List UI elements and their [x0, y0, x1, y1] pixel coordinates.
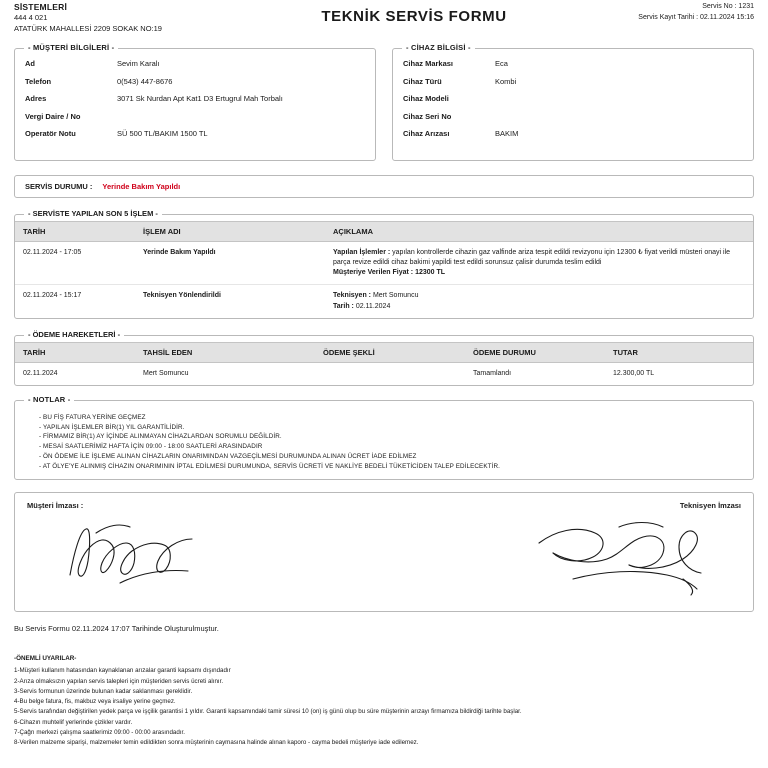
col-header-collector: TAHSİL EDEN	[135, 342, 315, 362]
cell-date: 02.11.2024 - 15:17	[23, 292, 82, 300]
table-row	[15, 285, 753, 318]
list-item: Bu belge fatura, fis, makbuz veya irsaliye yerine geçmez.	[19, 698, 176, 706]
page-title: TEKNİK SERVİS FORMU	[321, 8, 507, 25]
operations-section	[14, 209, 754, 319]
device-field-brand	[403, 59, 743, 68]
warnings-list	[14, 666, 754, 748]
cell-amount: 12.300,00 TL	[613, 369, 655, 377]
notes-box	[14, 394, 754, 481]
field-value: 0(543) 447-8676	[117, 76, 173, 86]
customer-info-box	[14, 43, 376, 161]
device-field-model	[403, 94, 743, 103]
cell-operation: Yerinde Bakım Yapıldı	[135, 242, 325, 285]
device-column	[392, 43, 754, 161]
field-value	[117, 112, 365, 121]
description-extra	[333, 302, 745, 312]
operations-header-row	[15, 222, 753, 242]
field-value	[495, 94, 743, 103]
description-paragraph	[333, 248, 745, 268]
customer-info-legend: - MÜŞTERİ BİLGİLERİ -	[24, 43, 118, 52]
service-no: Servis No : 1231	[702, 3, 754, 10]
description-title: Teknisyen :	[333, 292, 371, 300]
field-value: Kombi	[495, 76, 517, 86]
extra-label: Müşteriye Verilen Fiyat :	[333, 269, 414, 277]
company-address: ATATÜRK MAHALLESİ 2209 SOKAK NO:19	[14, 23, 162, 33]
cell-date: 02.11.2024	[23, 369, 58, 377]
description-text: yapılan kontrollerde cihazin gaz valfinde ariza tespit edildi revizyonu için 12300 ₺ fiyat verildi müsteri onayi ile parça revize edildi cihaz bakimi yapildi test edildi sorunsuz çalisir durumda teslim edildi	[333, 249, 731, 267]
customer-signature	[60, 513, 230, 598]
col-header-amount: TUTAR	[605, 342, 753, 362]
table-row	[15, 362, 753, 385]
description-paragraph	[333, 291, 745, 301]
list-item: Servis tarafından değiştirilen yedek parça ve işçilik garantisi 1 yıldır. Garanti kapsamındaki tamir süresi 10 (on) iş günü olup bu süre müşterinin arızayı firmamıza bildirdiği tarihte başlar.	[19, 708, 522, 716]
list-item: - FİRMAMIZ BİR(1) AY İÇİNDE ALINMAYAN CİHAZLARDAN SORUMLU DEĞİLDİR.	[39, 432, 743, 442]
cell-description	[325, 242, 753, 285]
field-value: Sevim Karalı	[117, 59, 160, 68]
warnings-title: -ÖNEMLİ UYARILAR-	[14, 655, 77, 663]
list-item: Cihazın muhtelif yerlerinde çizikler vardır.	[19, 718, 133, 726]
service-status-bar	[14, 175, 754, 198]
field-label: Cihaz Seri No	[403, 111, 452, 121]
col-header-description: AÇIKLAMA	[325, 222, 753, 242]
important-warnings	[14, 655, 754, 748]
signatures-box	[14, 492, 754, 612]
info-columns	[14, 43, 754, 161]
customer-signature-label: Müşteri İmzası :	[27, 501, 84, 511]
notes-legend: - NOTLAR -	[24, 395, 74, 404]
operations-table-wrap	[14, 209, 754, 319]
service-status-label: SERVİS DURUMU :	[25, 182, 93, 191]
cell-status: Tamamlandı	[473, 369, 512, 377]
list-item: - BU FİŞ FATURA YERİNE GEÇMEZ	[39, 413, 743, 423]
cell-date: 02.11.2024 - 17:05	[15, 242, 135, 285]
field-label: Vergi Daire / No	[25, 111, 81, 121]
device-info-box	[392, 43, 754, 161]
cell-method	[315, 362, 465, 385]
col-header-method: ÖDEME ŞEKLİ	[315, 342, 465, 362]
device-field-type	[403, 77, 743, 86]
list-item: Müşteri kullanım hatasından kaynaklanan arızalar garanti kapsamı dışındadır	[19, 667, 231, 675]
operations-legend: - SERVİSTE YAPILAN SON 5 İŞLEM -	[24, 209, 162, 218]
field-value: 3071 Sk Nurdan Apt Kat1 D3 Ertugrul Mah Torbalı	[117, 94, 283, 103]
field-label: Operatör Notu	[25, 129, 76, 138]
description-text: Mert Somuncu	[371, 292, 419, 300]
document-header	[14, 0, 754, 34]
field-label: Adres	[25, 94, 47, 103]
cell-description	[325, 285, 753, 318]
field-value: BAKIM	[495, 129, 519, 138]
list-item: - YAPILAN İŞLEMLER BİR(1) YIL GARANTİLİDİR.	[39, 423, 743, 433]
field-label: Cihaz Markası	[403, 59, 454, 68]
customer-field-address	[25, 94, 365, 103]
field-value: SÜ 500 TL/BAKIM 1500 TL	[117, 129, 208, 138]
created-text: Bu Servis Formu 02.11.2024 17:07 Tarihinde Oluşturulmuştur.	[14, 624, 219, 634]
list-item: - MESAİ SAATLERİMİZ HAFTA İÇİN 09:00 - 18:00 SAATLERİ ARASINDADIR	[39, 442, 743, 452]
technician-signature-label: Teknisyen İmzası	[679, 501, 741, 511]
customer-column	[14, 43, 376, 161]
description-extra	[333, 268, 745, 278]
cell-collector: Mert Somuncu	[143, 369, 189, 377]
payments-table-wrap	[14, 329, 754, 386]
list-item: Çağrı merkezi çalışma saatlerimiz 09:00 - 00:00 arasındadır.	[19, 728, 185, 736]
customer-field-taxoffice	[25, 112, 365, 121]
list-item: Servis formunun üzerinde bulunan kadar saklanması gereklidir.	[19, 687, 193, 695]
customer-field-name	[25, 59, 365, 68]
table-row	[15, 242, 753, 285]
technician-signature	[533, 513, 723, 603]
list-item: - AT ÖLYE'YE ALINMIŞ CİHAZIN ONARIMININ İPTAL EDİLMESİ DURUMUNDA, SERVİS ÜCRETİ VE NAKLİYE BEDELİ TÜKETİCİDEN TALEP EDİLECEKTİR.	[39, 462, 743, 472]
field-label: Cihaz Türü	[403, 76, 442, 86]
list-item: - ÖN ÖDEME İLE İŞLEME ALINAN CİHAZLARIN ONARIMINDAN VAZGEÇİLMESİ DURUMUNDA ALINAN ÜCRET İADE EDİLMEZ	[39, 452, 743, 462]
company-name: SİSTEMLERİ	[14, 2, 68, 12]
device-field-serial	[403, 112, 743, 121]
list-item: Verilen malzeme siparişi, malzemeler temin edildikten sonra müşterinin caymasına halinde alınan kaporo - cayma bedeli müşteriye iade edilemez.	[19, 738, 419, 746]
operations-table	[15, 221, 753, 318]
company-phone: 444 4 021	[14, 13, 48, 23]
payments-legend: - ÖDEME HAREKETLERİ -	[24, 330, 124, 339]
col-header-date: TARİH	[15, 342, 135, 362]
field-label: Cihaz Modeli	[403, 94, 449, 103]
customer-field-operator-note	[25, 129, 365, 138]
device-info-legend: - CİHAZ BİLGİSİ -	[402, 43, 475, 52]
status-badge: Yerinde Bakım Yapıldı	[102, 182, 181, 191]
field-value	[495, 112, 743, 121]
service-record-date: Servis Kayıt Tarihi : 02.11.2024 15:16	[638, 13, 754, 21]
company-block	[14, 2, 274, 34]
extra-label: Tarih :	[333, 302, 354, 310]
description-title: Yapılan İşlemler :	[333, 249, 391, 256]
col-header-operation: İŞLEM ADI	[135, 222, 325, 242]
payments-header-row	[15, 342, 753, 362]
service-meta	[554, 2, 754, 23]
col-header-status: ÖDEME DURUMU	[465, 342, 605, 362]
extra-value: 12300 TL	[413, 269, 446, 277]
device-field-fault	[403, 129, 743, 138]
field-value: Eca	[495, 59, 508, 68]
field-label: Ad	[25, 59, 35, 68]
field-label: Cihaz Arızası	[403, 129, 450, 138]
payments-table	[15, 342, 753, 385]
payments-section	[14, 329, 754, 386]
customer-field-phone	[25, 77, 365, 86]
list-item: Arıza olmaksızın yapılan servis talepleri için müşteriden servis ücreti alınır.	[19, 677, 224, 685]
extra-value: 02.11.2024	[353, 302, 391, 310]
field-label: Telefon	[25, 76, 52, 86]
cell-operation: Teknisyen Yönlendirildi	[143, 292, 221, 300]
notes-list	[25, 413, 743, 472]
col-header-date: TARİH	[15, 222, 135, 242]
